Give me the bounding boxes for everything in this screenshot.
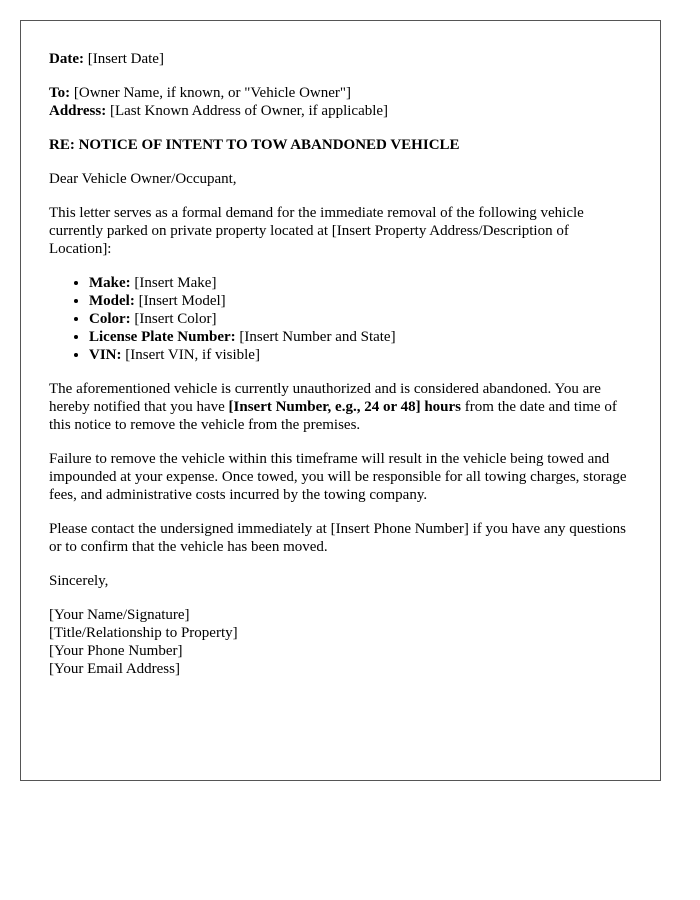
date-value: [Insert Date] (87, 51, 164, 67)
make-value: [Insert Make] (134, 275, 217, 291)
subject-line: RE: NOTICE OF INTENT TO TOW ABANDONED VEHICLE (49, 137, 460, 153)
salutation: Dear Vehicle Owner/Occupant, (49, 171, 237, 187)
make-label: Make: (89, 275, 131, 291)
model-label: Model: (89, 293, 135, 309)
to-line (49, 84, 632, 102)
list-item-make (89, 274, 632, 292)
address-label: Address: (49, 103, 107, 119)
address-line (49, 102, 632, 120)
license-plate-label: License Plate Number: (89, 329, 236, 345)
vin-label: VIN: (89, 347, 122, 363)
signature-name: [Your Name/Signature] (49, 607, 190, 623)
license-plate-value: [Insert Number and State] (239, 329, 396, 345)
signature-email: [Your Email Address] (49, 661, 180, 677)
color-label: Color: (89, 311, 131, 327)
vehicle-details-list (49, 274, 632, 364)
list-item-color (89, 310, 632, 328)
list-item-model (89, 292, 632, 310)
list-item-vin (89, 346, 632, 364)
model-value: [Insert Model] (138, 293, 226, 309)
vin-value: [Insert VIN, if visible] (125, 347, 260, 363)
color-value: [Insert Color] (134, 311, 217, 327)
signature-title: [Title/Relationship to Property] (49, 625, 238, 641)
signature-block (49, 606, 632, 678)
signature-phone: [Your Phone Number] (49, 643, 183, 659)
date-label: Date: (49, 51, 84, 67)
notice-paragraph (49, 380, 632, 434)
failure-paragraph: Failure to remove the vehicle within this timeframe will result in the vehicle being towed and impounded at your expense. Once towed, you will be responsible for all towing charges, storage fees, and administrative costs incurred by the towing company. (49, 451, 627, 503)
notice-text-before: The aforementioned vehicle is currently unauthorized and is considered abandoned. You are hereby notified that you have (49, 381, 601, 415)
list-item-license-plate (89, 328, 632, 346)
to-value: [Owner Name, if known, or "Vehicle Owner"] (73, 85, 352, 101)
address-value: [Last Known Address of Owner, if applicable] (109, 103, 389, 119)
notice-deadline-emphasis: [Insert Number, e.g., 24 or 48] hours (228, 399, 462, 415)
letter-document (20, 20, 661, 781)
closing: Sincerely, (49, 573, 109, 589)
contact-paragraph: Please contact the undersigned immediately at [Insert Phone Number] if you have any questions or to confirm that the vehicle has been moved. (49, 521, 626, 555)
date-line (49, 50, 632, 68)
intro-paragraph: This letter serves as a formal demand for the immediate removal of the following vehicle currently parked on private property located at [Insert Property Address/Description of Location]: (49, 205, 584, 257)
to-label: To: (49, 85, 71, 101)
notice-text-after: from the date and time of this notice to remove the vehicle from the premises. (49, 399, 617, 433)
